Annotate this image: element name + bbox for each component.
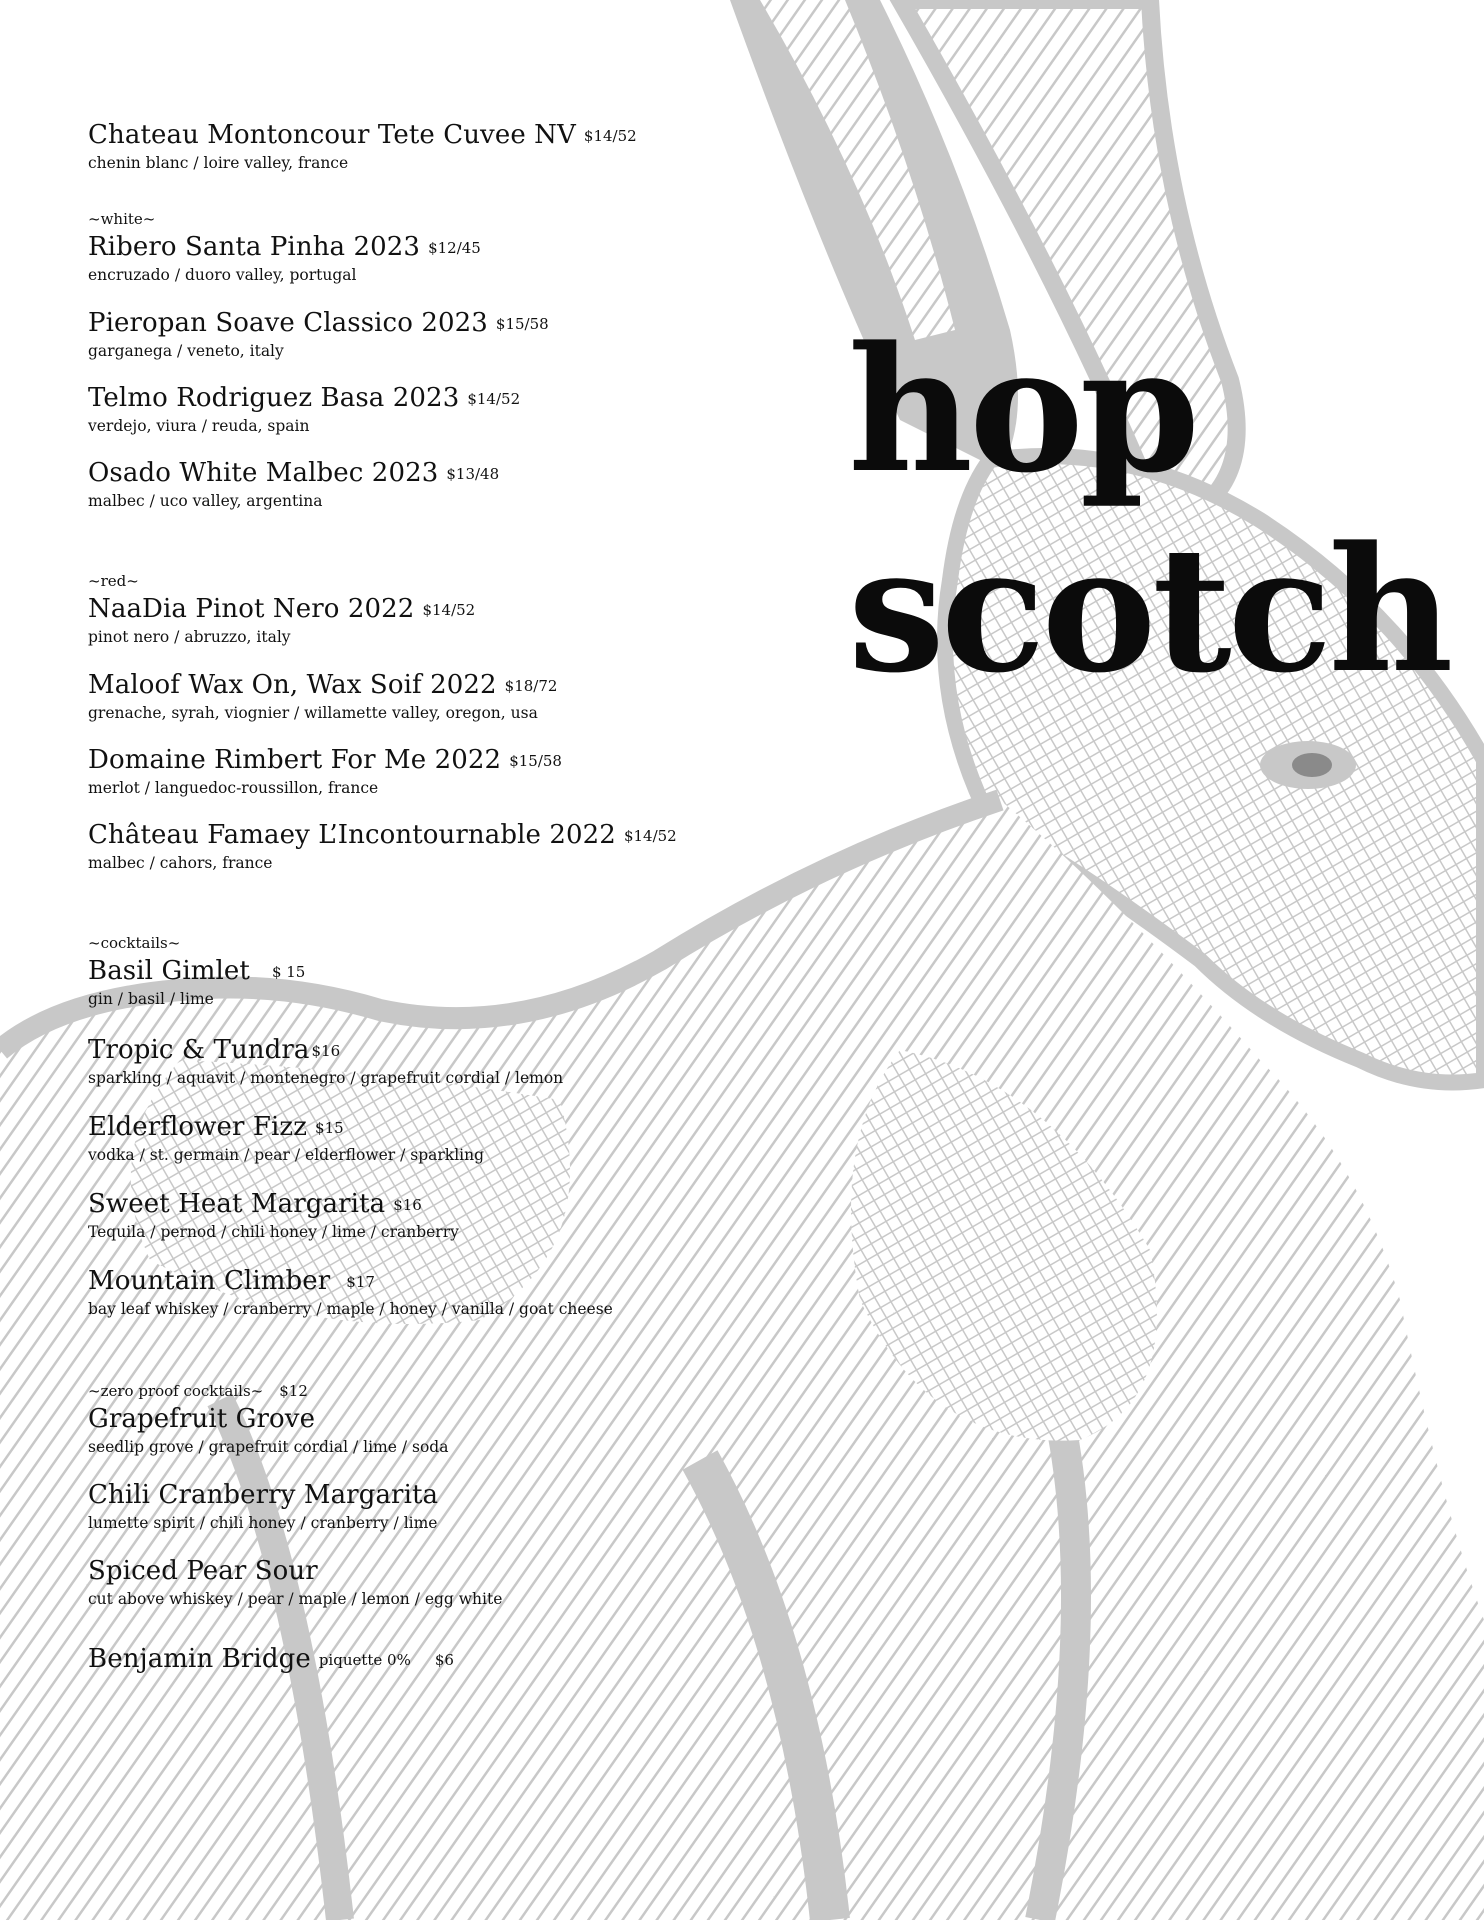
item-description: bay leaf whiskey / cranberry / maple / honey / vanilla / goat cheese — [88, 1300, 613, 1318]
item-description: merlot / languedoc-roussillon, france — [88, 779, 379, 797]
item-price: $ 15 — [271, 963, 306, 981]
item-price: $6 — [434, 1651, 454, 1669]
menu-item — [88, 1112, 484, 1165]
section-heading-label: ~zero proof cocktails~ — [88, 1382, 264, 1400]
item-description: verdejo, viura / reuda, spain — [88, 417, 310, 435]
item-name: Maloof Wax On, Wax Soif 2022 — [88, 670, 497, 700]
item-name: Pieropan Soave Classico 2023 — [88, 308, 488, 338]
item-price: $16 — [393, 1196, 422, 1214]
item-description: Tequila / pernod / chili honey / lime / cranberry — [88, 1223, 459, 1241]
section-heading-zero-proof — [88, 1382, 308, 1400]
item-name: Tropic & Tundra — [88, 1035, 310, 1065]
item-name: Sweet Heat Margarita — [88, 1189, 386, 1219]
item-description: pinot nero / abruzzo, italy — [88, 628, 291, 646]
menu-item — [88, 820, 677, 873]
item-price: $14/52 — [422, 601, 476, 619]
menu-item — [88, 232, 481, 285]
menu-item — [88, 1480, 438, 1533]
item-description: seedlip grove / grapefruit cordial / lime / soda — [88, 1438, 449, 1456]
section-heading-white: ~white~ — [88, 210, 156, 228]
item-price: $17 — [346, 1273, 375, 1291]
item-price: $14/52 — [583, 127, 637, 145]
item-name: Basil Gimlet — [88, 956, 250, 986]
item-price: $14/52 — [467, 390, 521, 408]
item-name: Grapefruit Grove — [88, 1404, 316, 1434]
item-description: cut above whiskey / pear / maple / lemon / egg white — [88, 1590, 503, 1608]
item-name: Chili Cranberry Margarita — [88, 1480, 439, 1510]
menu-item — [88, 1035, 563, 1088]
item-name: Domaine Rimbert For Me 2022 — [88, 745, 502, 775]
item-note: piquette 0% — [318, 1651, 411, 1669]
menu-item — [88, 1404, 448, 1457]
menu-item — [88, 308, 549, 361]
item-description: grenache, syrah, viognier / willamette valley, oregon, usa — [88, 704, 538, 722]
item-price: $15/58 — [495, 315, 549, 333]
brand-line-1: hop — [848, 308, 1197, 511]
item-name: Elderflower Fizz — [88, 1112, 308, 1142]
brand-line-2: scotch — [848, 508, 1450, 711]
item-price: $15 — [315, 1119, 344, 1137]
menu-item — [88, 1266, 613, 1319]
brand-title — [848, 310, 1450, 710]
item-name: Benjamin Bridge — [88, 1644, 311, 1674]
item-name: Spiced Pear Sour — [88, 1556, 318, 1586]
item-name: Mountain Climber — [88, 1266, 331, 1296]
menu-item — [88, 1189, 459, 1242]
menu-item — [88, 745, 562, 798]
item-name: Telmo Rodriguez Basa 2023 — [88, 383, 460, 413]
item-price: $12/45 — [428, 239, 481, 257]
item-name: NaaDia Pinot Nero 2022 — [88, 594, 415, 624]
section-price: $12 — [279, 1382, 308, 1400]
item-price: $16 — [311, 1042, 341, 1060]
menu-item — [88, 670, 557, 723]
item-price: $13/48 — [446, 465, 500, 483]
item-description: chenin blanc / loire valley, france — [88, 154, 349, 172]
menu-item — [88, 956, 305, 1009]
item-name: Chateau Montoncour Tete Cuvee NV — [88, 120, 576, 150]
item-description: garganega / veneto, italy — [88, 342, 284, 360]
section-heading-red: ~red~ — [88, 572, 139, 590]
item-description: malbec / cahors, france — [88, 854, 273, 872]
item-description: encruzado / duoro valley, portugal — [88, 266, 357, 284]
item-description: vodka / st. germain / pear / elderflower / sparkling — [88, 1146, 485, 1164]
menu-item — [88, 594, 475, 647]
item-description: lumette spirit / chili honey / cranberry / lime — [88, 1514, 438, 1532]
menu-item — [88, 120, 637, 173]
item-name: Château Famaey L’Incontournable 2022 — [88, 820, 616, 850]
menu-item — [88, 458, 499, 511]
item-description: gin / basil / lime — [88, 990, 214, 1008]
item-description: malbec / uco valley, argentina — [88, 492, 323, 510]
item-price: $14/52 — [623, 827, 677, 845]
menu-item — [88, 1556, 502, 1609]
item-price: $18/72 — [504, 677, 558, 695]
item-name: Osado White Malbec 2023 — [88, 458, 439, 488]
item-name: Ribero Santa Pinha 2023 — [88, 232, 421, 262]
menu-item — [88, 1644, 454, 1674]
item-description: sparkling / aquavit / montenegro / grapefruit cordial / lemon — [88, 1069, 564, 1087]
section-heading-cocktails: ~cocktails~ — [88, 934, 181, 952]
item-price: $15/58 — [509, 752, 562, 770]
menu-item — [88, 383, 520, 436]
